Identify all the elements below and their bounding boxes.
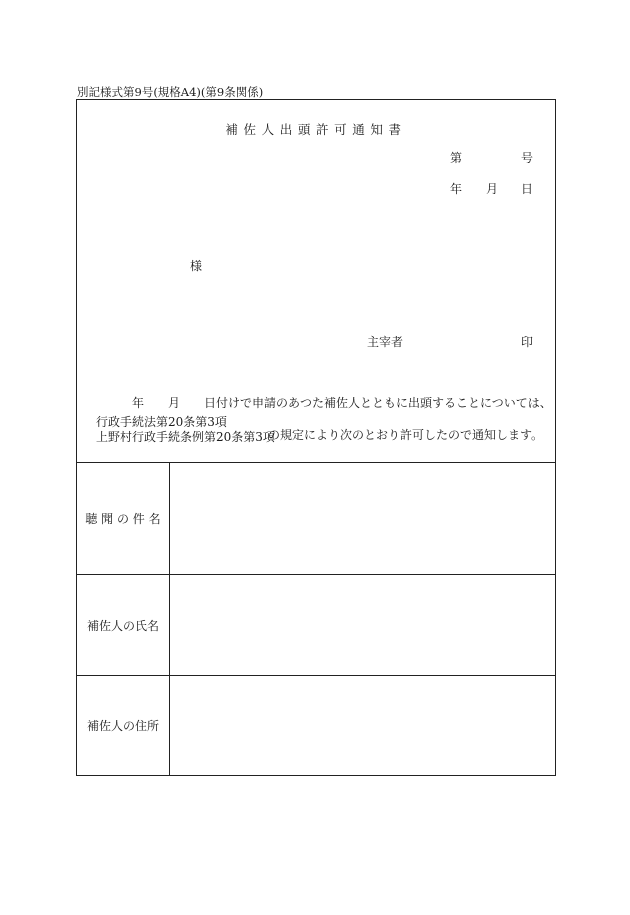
number-prefix: 第 bbox=[450, 151, 463, 165]
hearing-subject-value[interactable] bbox=[170, 463, 555, 574]
form-caption: 別記様式第9号(規格A4)(第9条関係) bbox=[77, 85, 264, 99]
addressee-suffix: 様 bbox=[190, 259, 203, 273]
law-options bbox=[96, 415, 275, 445]
date-day: 日 bbox=[521, 182, 534, 196]
table-row-assistant-address bbox=[77, 675, 555, 775]
law-option-ordinance: 上野村行政手続条例第20条第3項 bbox=[96, 430, 275, 444]
body-year: 年 bbox=[132, 396, 145, 410]
seal-mark: 印 bbox=[521, 335, 534, 349]
body-line1: 日付けで申請のあつた補佐人とともに出頭することについては、 bbox=[204, 396, 552, 410]
assistant-name-label: 補佐人の氏名 bbox=[77, 575, 170, 675]
details-table bbox=[77, 462, 555, 775]
body-line2: の規定により次のとおり許可したので通知します。 bbox=[268, 428, 544, 442]
issuer-label: 主宰者 bbox=[367, 335, 404, 349]
table-row-assistant-name bbox=[77, 574, 555, 675]
assistant-name-value[interactable] bbox=[170, 575, 555, 675]
table-row-hearing-subject bbox=[77, 462, 555, 574]
notice-form bbox=[76, 99, 556, 776]
hearing-subject-label: 聴 聞 の 件 名 bbox=[77, 463, 170, 574]
assistant-address-value[interactable] bbox=[170, 676, 555, 775]
document-title: 補佐人出頭許可通知書 bbox=[225, 122, 407, 137]
number-suffix: 号 bbox=[521, 151, 534, 165]
law-option-act: 行政手続法第20条第3項 bbox=[96, 415, 227, 429]
date-year: 年 bbox=[450, 182, 463, 196]
assistant-address-label: 補佐人の住所 bbox=[77, 676, 170, 775]
date-month: 月 bbox=[486, 182, 499, 196]
body-month: 月 bbox=[168, 396, 181, 410]
